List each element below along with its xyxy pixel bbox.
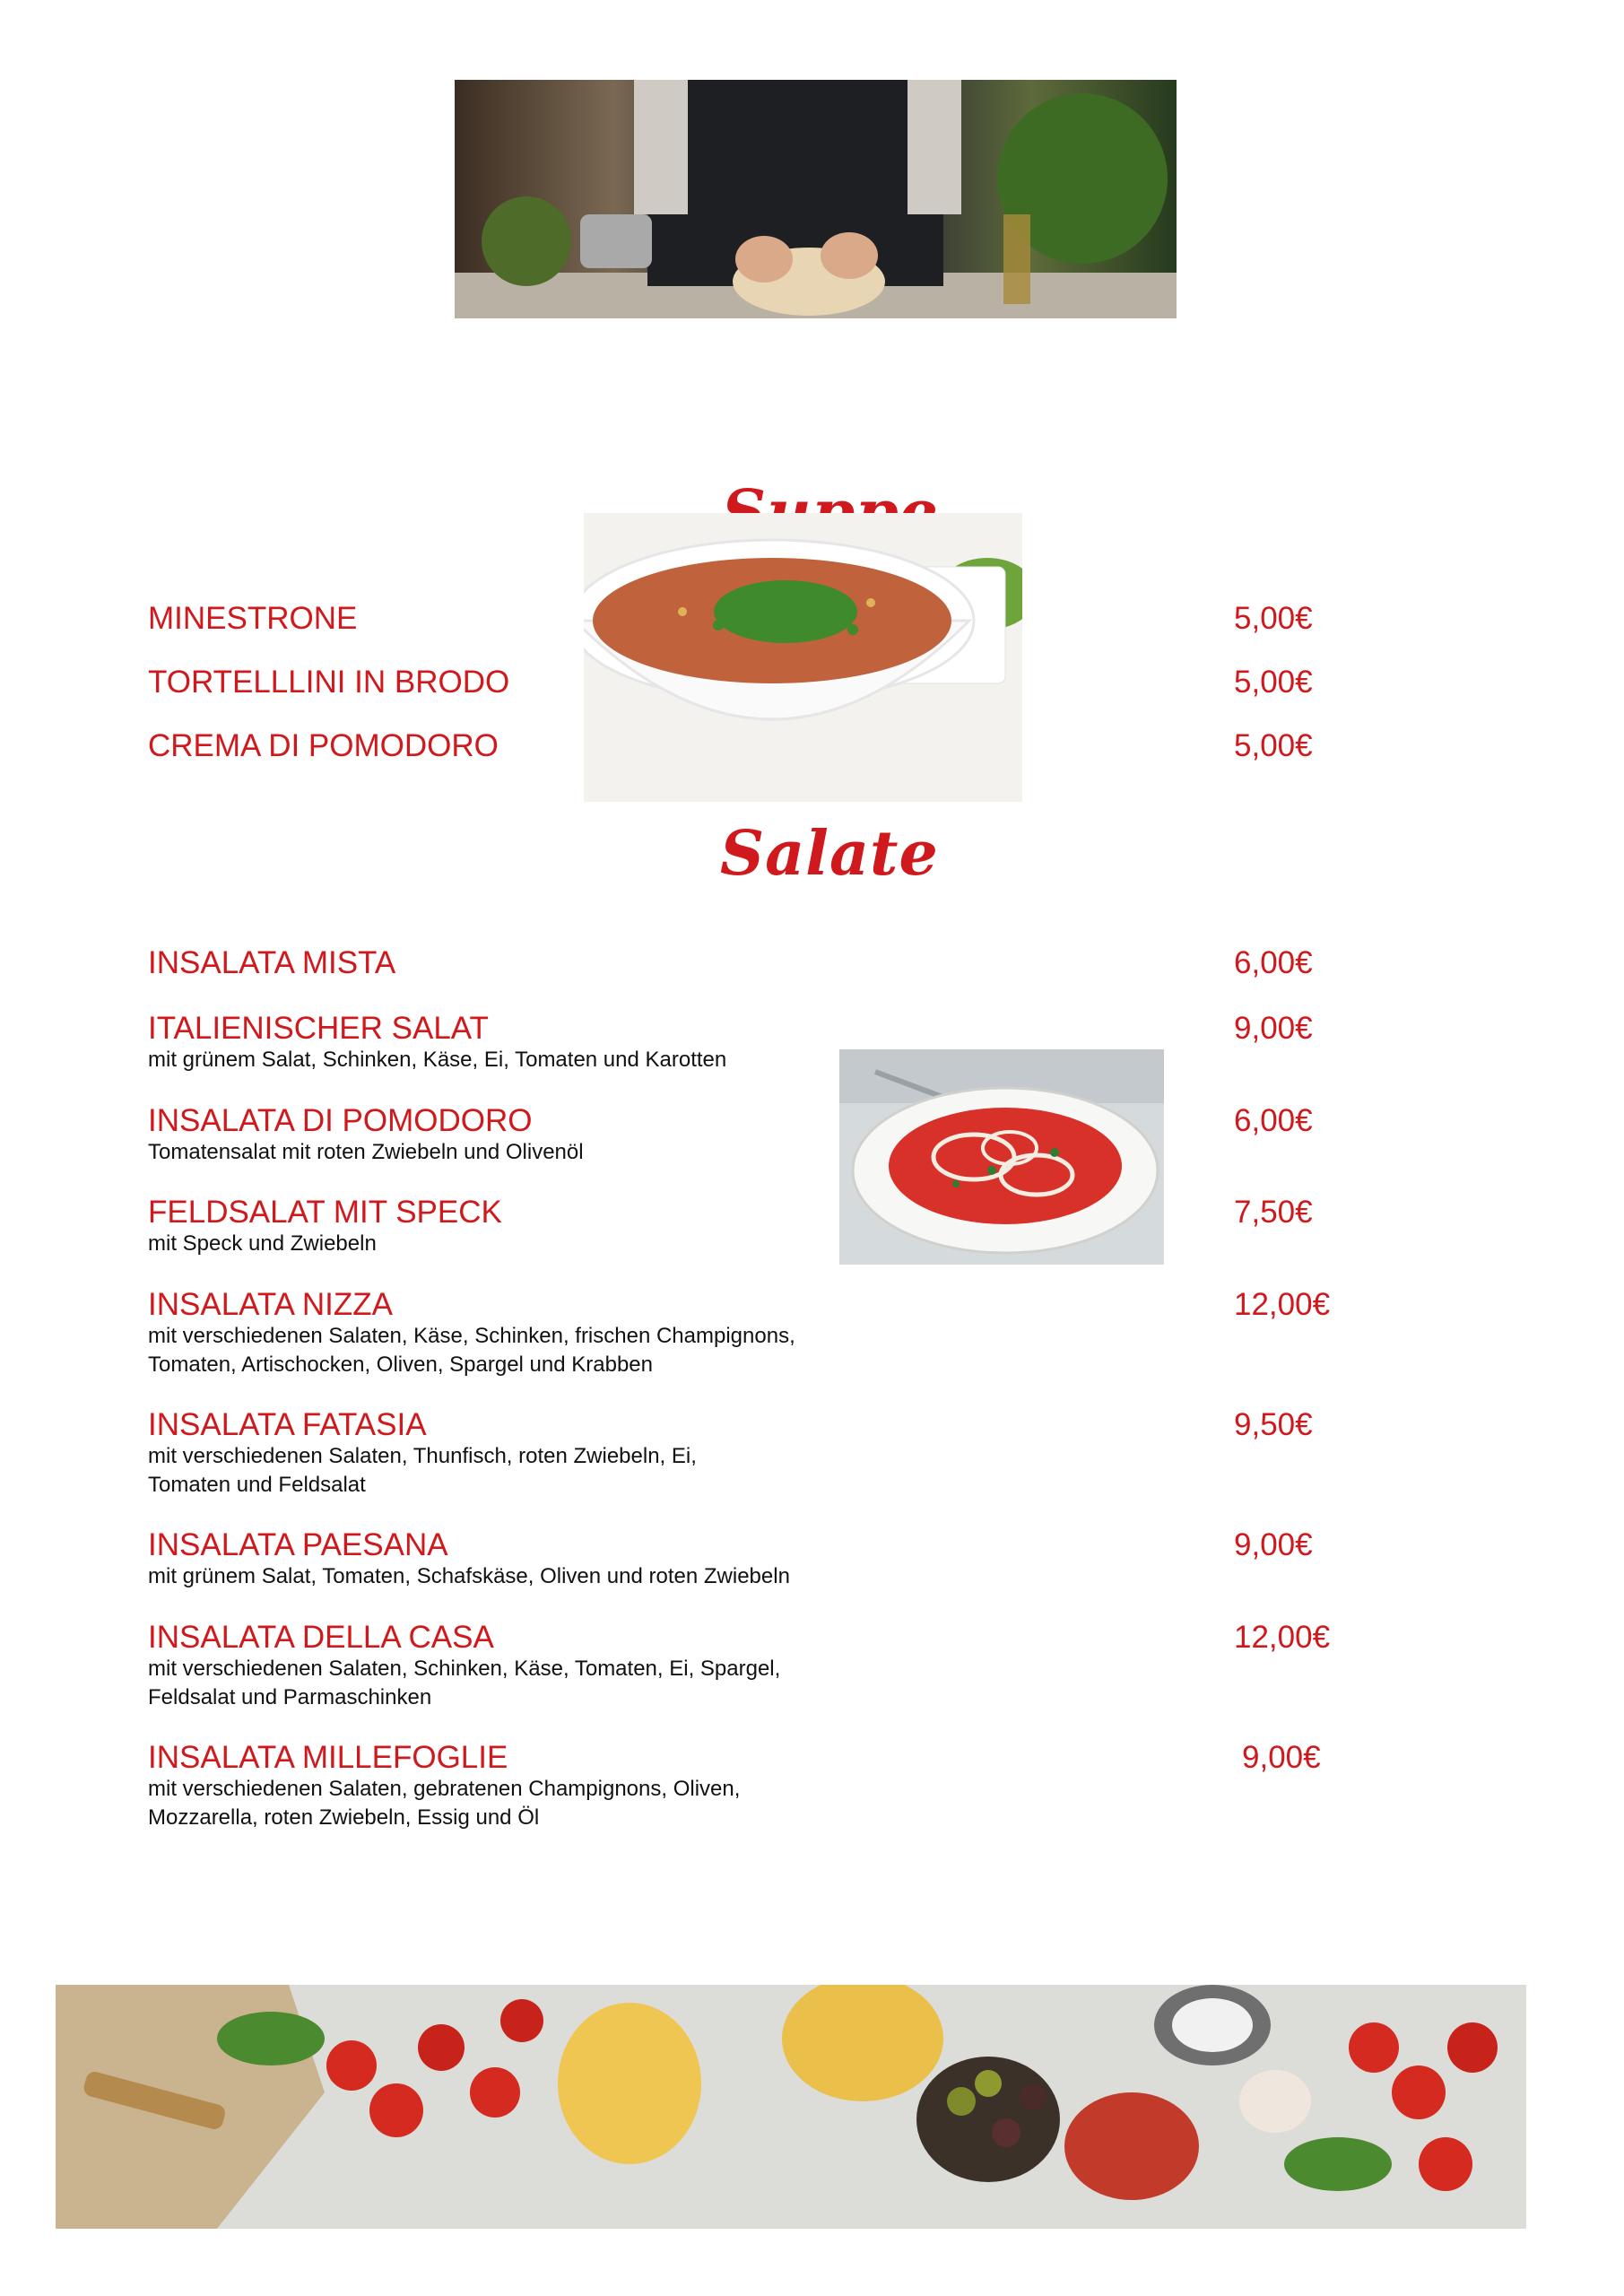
menu-item-price: 9,00€ <box>1242 1740 1321 1775</box>
menu-item-description: mit Speck und Zwiebeln <box>148 1231 377 1256</box>
menu-item-price: 9,00€ <box>1234 1011 1313 1046</box>
menu-item-name: INSALATA DELLA CASA <box>148 1620 494 1655</box>
menu-item-name: INSALATA FATASIA <box>148 1407 427 1442</box>
menu-item-description: mit verschiedenen Salaten, Käse, Schinken, frischen Champignons, <box>148 1324 795 1348</box>
menu-item-name: MINESTRONE <box>148 601 358 636</box>
header-chef-image <box>455 80 1177 318</box>
menu-item-name: TORTELLLINI IN BRODO <box>148 665 510 700</box>
menu-item-name: INSALATA MISTA <box>148 945 396 980</box>
menu-item-price: 6,00€ <box>1234 945 1313 980</box>
menu-item-name: INSALATA PAESANA <box>148 1527 448 1562</box>
footer-ingredients-image <box>56 1985 1526 2229</box>
menu-item-name: FELDSALAT MIT SPECK <box>148 1195 502 1230</box>
menu-item-description: mit verschiedenen Salaten, gebratenen Champignons, Oliven, <box>148 1777 741 1801</box>
menu-item-description: mit verschiedenen Salaten, Schinken, Käse, Tomaten, Ei, Spargel, <box>148 1657 781 1681</box>
menu-item-description: Feldsalat und Parmaschinken <box>148 1685 432 1709</box>
menu-item-price: 12,00€ <box>1234 1287 1331 1322</box>
menu-item-description: Tomaten, Artischocken, Oliven, Spargel und Krabben <box>148 1352 653 1377</box>
menu-item-price: 6,00€ <box>1234 1103 1313 1138</box>
menu-item-name: CREMA DI POMODORO <box>148 728 499 763</box>
menu-item-name: INSALATA NIZZA <box>148 1287 393 1322</box>
salad-image <box>839 1049 1164 1265</box>
salads-section-title: Salate <box>720 818 939 890</box>
menu-item-name: ITALIENISCHER SALAT <box>148 1011 489 1046</box>
menu-item-description: Tomaten und Feldsalat <box>148 1473 366 1497</box>
menu-item-description: Mozzarella, roten Zwiebeln, Essig und Öl <box>148 1805 540 1830</box>
menu-item-price: 9,50€ <box>1234 1407 1313 1442</box>
menu-item-price: 5,00€ <box>1234 601 1313 636</box>
menu-item-name: INSALATA DI POMODORO <box>148 1103 533 1138</box>
menu-item-price: 5,00€ <box>1234 728 1313 763</box>
menu-item-name: INSALATA MILLEFOGLIE <box>148 1740 508 1775</box>
menu-item-description: mit grünem Salat, Schinken, Käse, Ei, Tomaten und Karotten <box>148 1048 727 1072</box>
menu-item-price: 5,00€ <box>1234 665 1313 700</box>
menu-item-description: mit grünem Salat, Tomaten, Schafskäse, Oliven und roten Zwiebeln <box>148 1564 790 1588</box>
menu-item-price: 12,00€ <box>1234 1620 1331 1655</box>
menu-item-price: 7,50€ <box>1234 1195 1313 1230</box>
menu-item-description: mit verschiedenen Salaten, Thunfisch, roten Zwiebeln, Ei, <box>148 1444 697 1468</box>
soup-image <box>584 513 1022 802</box>
menu-item-price: 9,00€ <box>1234 1527 1313 1562</box>
menu-item-description: Tomatensalat mit roten Zwiebeln und Olivenöl <box>148 1140 584 1164</box>
